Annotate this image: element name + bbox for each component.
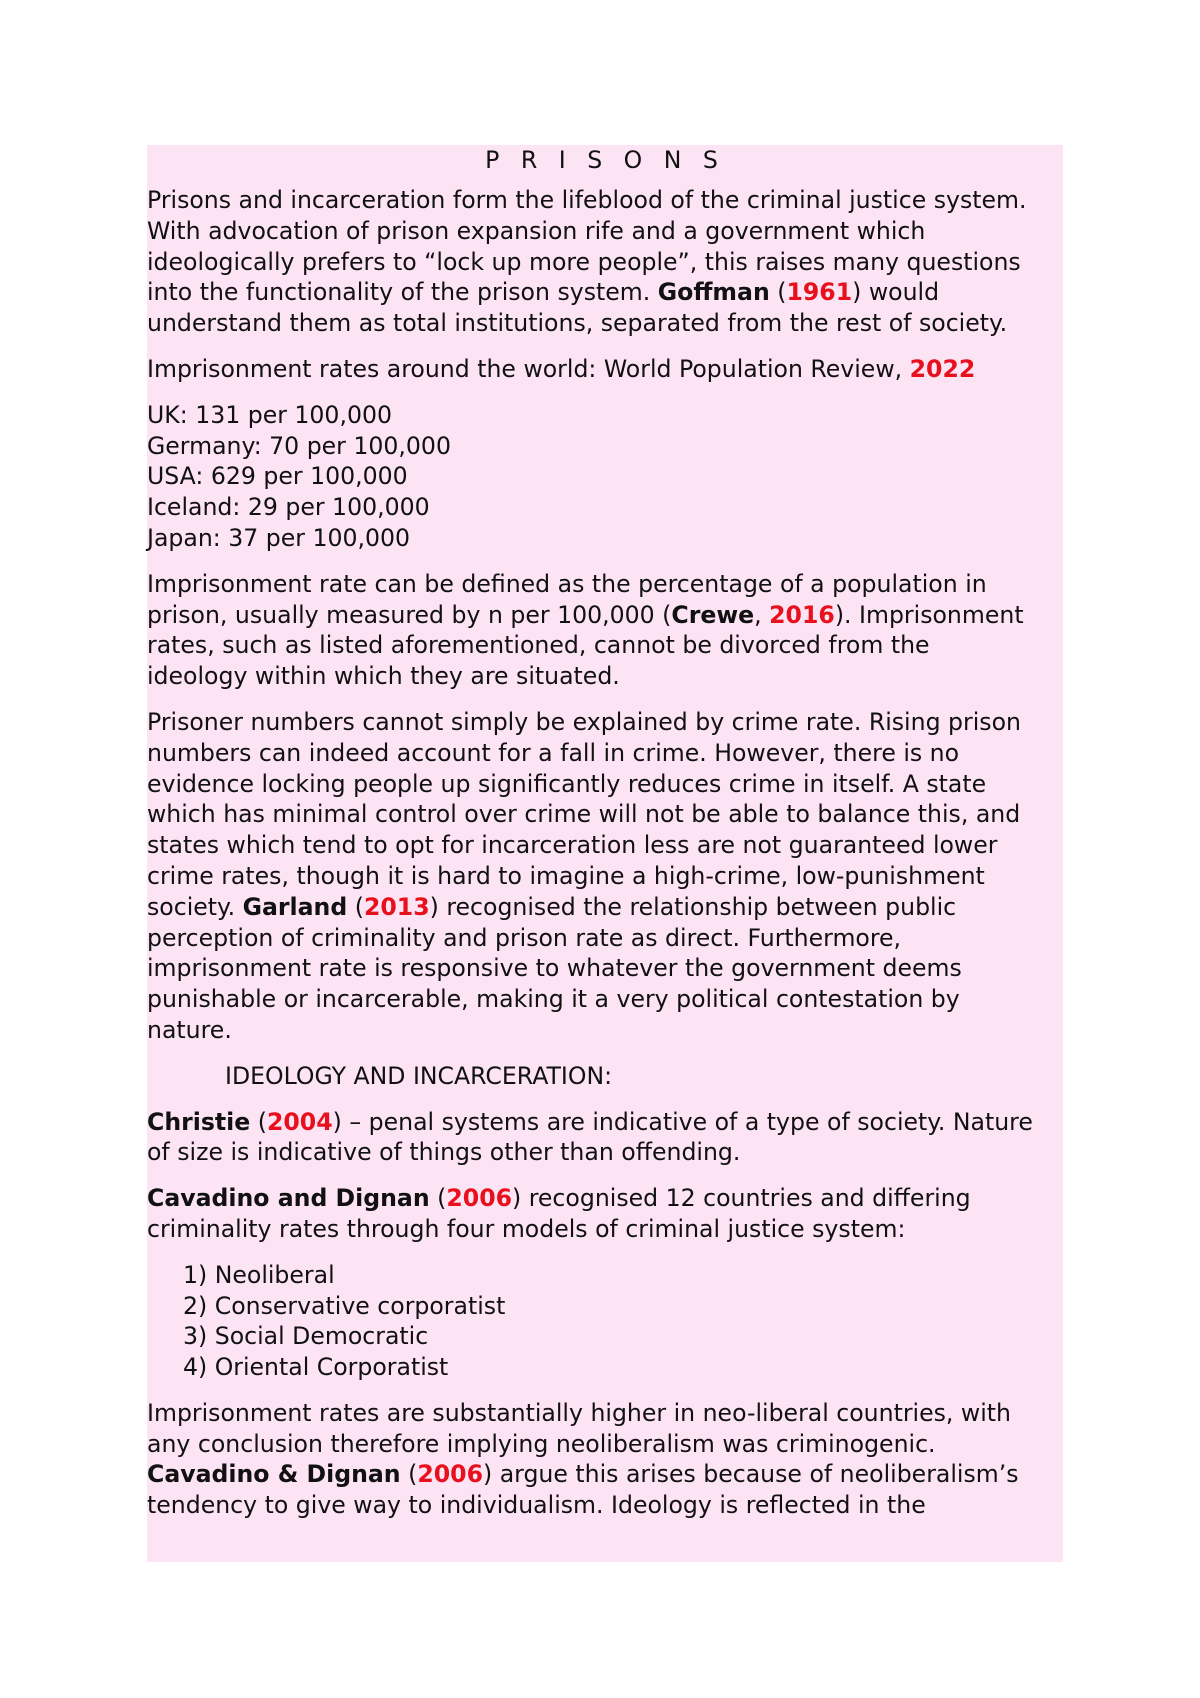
numbers-line-2: numbers can indeed account for a fall in crime. However, there is no <box>147 738 960 767</box>
final-line-2: any conclusion therefore implying neoliberalism was criminogenic. <box>147 1429 936 1458</box>
rate-item-japan: Japan: 37 per 100,000 <box>147 523 411 552</box>
section-heading: IDEOLOGY AND INCARCERATION: <box>225 1061 613 1090</box>
intro-line-2: With advocation of prison expansion rife and a government which <box>147 216 926 245</box>
numbers-line-11: nature. <box>147 1015 232 1044</box>
list-item: 2) Conservative corporatist <box>183 1291 506 1320</box>
final-line-4: tendency to give way to individualism. Ideology is reflected in the <box>147 1491 926 1520</box>
numbers-line-7-tail: ) recognised the relationship between public <box>429 892 957 921</box>
numbers-line-8: perception of criminality and prison rate as direct. Furthermore, <box>147 923 902 952</box>
citation-year-2022: 2022 <box>909 354 976 383</box>
citation-year-2006: 2006 <box>446 1184 513 1213</box>
intro-line-4-text: into the functionality of the prison system. <box>147 278 658 307</box>
citation-paren: ( <box>347 892 364 921</box>
citation-year-2004: 2004 <box>266 1107 333 1136</box>
intro-line-4 <box>147 277 1063 308</box>
final-paragraph <box>147 1398 1063 1521</box>
intro-line-5: understand them as total institutions, separated from the rest of society. <box>147 309 1008 338</box>
citation-year-2006: 2006 <box>417 1460 483 1489</box>
citation-paren: ( <box>250 1107 267 1136</box>
citation-paren: ( <box>400 1460 418 1489</box>
rates-heading-text: Imprisonment rates around the world: World Population Review, <box>147 354 910 383</box>
rate-item-iceland: Iceland: 29 per 100,000 <box>147 493 430 522</box>
definition-line-2-tail: ). Imprisonment <box>834 600 1024 629</box>
citation-author-cavadino-dignan: Cavadino and Dignan <box>147 1184 430 1213</box>
intro-paragraph <box>147 185 1063 339</box>
rate-item-germany: Germany: 70 per 100,000 <box>147 431 451 460</box>
definition-line-1: Imprisonment rate can be defined as the percentage of a population in <box>147 569 987 598</box>
citation-author-cavadino-dignan: Cavadino & Dignan <box>147 1460 401 1489</box>
definition-line-2-text: prison, usually measured by n per 100,000 ( <box>147 600 672 629</box>
definition-line-4: ideology within which they are situated. <box>147 662 620 691</box>
final-line-3 <box>147 1459 1063 1490</box>
list-item: 1) Neoliberal <box>183 1260 335 1289</box>
prisoner-numbers-paragraph <box>147 707 1063 1046</box>
cavadino-line-1-tail: ) recognised 12 countries and differing <box>512 1184 971 1213</box>
document-body <box>147 145 1063 1536</box>
citation-sep: , <box>754 600 770 629</box>
numbers-line-3: evidence locking people up significantly reduces crime in itself. A state <box>147 769 987 798</box>
citation-year-2013: 2013 <box>363 892 430 921</box>
definition-line-3: rates, such as listed aforementioned, cannot be divorced from the <box>147 631 930 660</box>
definition-paragraph <box>147 569 1063 692</box>
final-line-3-tail: ) argue this arises because of neoliberalism’s <box>483 1460 1019 1489</box>
christie-line-1-tail: ) – penal systems are indicative of a type of society. Nature <box>332 1107 1033 1136</box>
page-title: P R I S O N S <box>485 146 725 174</box>
rate-item-uk: UK: 131 per 100,000 <box>147 400 392 429</box>
citation-author-crewe: Crewe <box>671 600 755 629</box>
numbers-line-10: punishable or incarcerable, making it a very political contestation by <box>147 985 960 1014</box>
citation-year-1961: 1961 <box>786 278 853 307</box>
christie-line-2: of size is indicative of things other than offending. <box>147 1138 741 1167</box>
cavadino-line-1 <box>147 1183 1063 1214</box>
cavadino-paragraph <box>147 1183 1063 1245</box>
final-line-1: Imprisonment rates are substantially higher in neo-liberal countries, with <box>147 1398 1011 1427</box>
citation-year-2016: 2016 <box>769 600 835 629</box>
citation-paren-close: ) would <box>852 278 940 307</box>
models-list <box>147 1260 1063 1383</box>
citation-author-goffman: Goffman <box>657 278 770 307</box>
intro-line-1: Prisons and incarceration form the lifeblood of the criminal justice system. <box>147 186 1027 214</box>
list-item: 4) Oriental Corporatist <box>183 1353 449 1382</box>
numbers-line-7-text: society. <box>147 892 243 921</box>
citation-paren: ( <box>769 278 787 307</box>
numbers-line-7 <box>147 892 1063 923</box>
numbers-line-6: crime rates, though it is hard to imagine a high-crime, low-punishment <box>147 861 985 890</box>
rate-item-usa: USA: 629 per 100,000 <box>147 462 408 491</box>
rates-heading <box>147 354 1063 385</box>
rates-list <box>147 400 1063 554</box>
citation-paren: ( <box>429 1184 447 1213</box>
numbers-line-9: imprisonment rate is responsive to whatever the government deems <box>147 954 962 983</box>
numbers-line-4: which has minimal control over crime will not be able to balance this, and <box>147 800 1021 829</box>
citation-author-christie: Christie <box>147 1107 251 1136</box>
christie-line-1 <box>147 1107 1063 1138</box>
intro-line-3: ideologically prefers to “lock up more people”, this raises many questions <box>147 247 1021 276</box>
definition-line-2 <box>147 600 1063 631</box>
citation-author-garland: Garland <box>242 892 348 921</box>
numbers-line-1: Prisoner numbers cannot simply be explained by crime rate. Rising prison <box>147 707 1021 736</box>
list-item: 3) Social Democratic <box>183 1322 429 1351</box>
christie-paragraph <box>147 1107 1063 1169</box>
numbers-line-5: states which tend to opt for incarceration less are not guaranteed lower <box>147 831 998 860</box>
cavadino-line-2: criminality rates through four models of criminal justice system: <box>147 1214 906 1243</box>
